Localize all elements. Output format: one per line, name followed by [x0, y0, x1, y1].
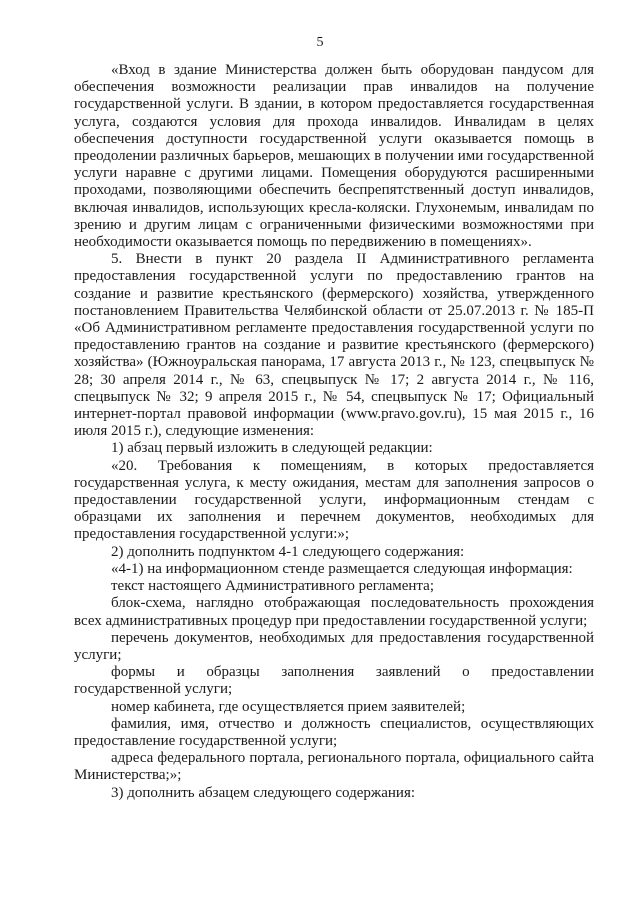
document-body	[74, 62, 594, 802]
paragraph-subitem-2: 2) дополнить подпунктом 4-1 следующего содержания:	[111, 543, 465, 560]
paragraph-list-item: текст настоящего Административного регламента;	[111, 578, 434, 595]
paragraph-list-item: номер кабинета, где осуществляется прием заявителей;	[111, 698, 466, 715]
paragraph-list-item: перечень документов, необходимых для предоставления государственной услуги;	[74, 629, 594, 663]
paragraph-subitem-4-1: «4-1) на информационном стенде размещается следующая информация:	[111, 560, 573, 577]
paragraph-item-5: 5. Внести в пункт 20 раздела II Административного регламента предоставления государственной услуги по предоставлению грантов на создание и развитие крестьянского (фермерского) хозяйства, утвержденного постановлением Правительства Челябинской области от 25.07.2013 г. № 185-П «Об Административном регламенте предоставления государственной услуги по предоставлению грантов на создание и развитие крестьянского (фермерского) хозяйства» (Южноуральская панорама, 17 августа 2013 г., № 123, спецвыпуск № 28; 30 апреля 2014 г., № 63, спецвыпуск № 17; 2 августа 2014 г., № 116, спецвыпуск № 32; 9 апреля 2015 г., № 54, спецвыпуск № 17; Официальный интернет-портал правовой информации (www.pravo.gov.ru), 15 мая 2015 г., 16 июля 2015 г.), следующие изменения:	[74, 251, 594, 440]
paragraph-accessibility: «Вход в здание Министерства должен быть оборудован пандусом для обеспечения возможности реализации прав инвалидов на получение государственной услуги. В здании, в котором предоставляется государственная услуга, создаются условия для прохода инвалидов. Инвалидам в целях обеспечения доступности государственной услуги оказывается помощь в преодолении различных барьеров, мешающих в получении ими государственной услуги наравне с другими лицами. Помещения оборудуются расширенными проходами, позволяющими обеспечить беспрепятственный доступ инвалидов, включая инвалидов, использующих кресла-коляски. Глухонемым, инвалидам по зрению и другим лицам с ограниченными физическими возможностями при необходимости оказывается помощь по передвижению в помещениях».	[74, 62, 594, 251]
paragraph-list-item: формы и образцы заполнения заявлений о предоставлении государственной услуги;	[74, 664, 594, 698]
paragraph-list-item: адреса федерального портала, регионального портала, официального сайта Министерства;»;	[74, 750, 594, 784]
paragraph-subitem-1: 1) абзац первый изложить в следующей редакции:	[111, 440, 433, 457]
page-number: 5	[316, 35, 324, 50]
paragraph-list-item: блок-схема, наглядно отображающая последовательность прохождения всех административных процедур при предоставлении государственной услуги;	[74, 595, 594, 629]
paragraph-list-item: фамилия, имя, отчество и должность специалистов, осуществляющих предоставление государственной услуги;	[74, 715, 594, 749]
paragraph-subitem-3: 3) дополнить абзацем следующего содержания:	[111, 784, 416, 801]
paragraph-item-20: «20. Требования к помещениям, в которых предоставляется государственная услуга, к месту ожидания, местам для заполнения запросов о предоставлении государственной услуги, информационным стендам с образцами их заполнения и перечнем документов, необходимых для предоставления государственной услуги:»;	[74, 457, 594, 543]
